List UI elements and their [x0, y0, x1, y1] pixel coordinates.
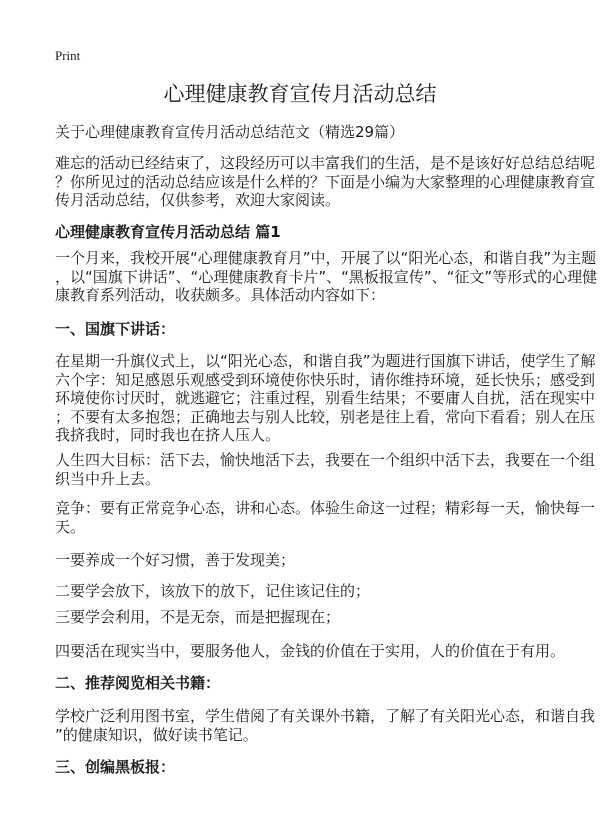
text-line: 一要养成一个好习惯，善于发现美； [55, 551, 296, 569]
paragraph [55, 582, 370, 601]
paragraph [55, 352, 596, 445]
text-line: 二要学会放下，该放下的放下，记住该记住的； [55, 582, 371, 600]
paragraph [55, 642, 565, 661]
text-line: 一个月来，我校开展“心理健康教育月”中，开展了以“阳光心态，和谐自我”为主题 [55, 249, 597, 267]
text-line: 四要活在现实当中，要服务他人，金钱的价值在于实用，人的价值在于有用。 [55, 642, 566, 660]
text-line: ；不要有太多抱怨；正确地去与别人比较，别老是往上看，常向下看看；别人在压 [55, 407, 596, 426]
text-line: 六个字：知足感恩乐观感受到环境使你快乐时，请你维持环境，延长快乐；感受到 [55, 370, 596, 389]
text-line: ，以“国旗下讲话”、“心理健康教育卡片”、“黑板报宣传”、“征文”等形式的心理健 [55, 267, 598, 286]
text-line: 环境使你讨厌时，就逃避它；注重过程，别看生结果；不要庸人自扰，活在现实中 [55, 389, 596, 407]
paragraph [55, 499, 595, 536]
text-line: 我挤我时，同时我也在挤人压人。 [55, 426, 281, 444]
text-line: 二、推荐阅览相关书籍： [55, 674, 221, 692]
paragraph [55, 249, 597, 305]
page-title: 心理健康教育宣传月活动总结 [163, 82, 437, 106]
text-line: 康教育系列活动，收获颇多。具体活动内容如下： [55, 286, 386, 304]
paragraph [55, 451, 595, 488]
text-line: 织当中升上去。 [55, 469, 161, 488]
section-heading [55, 758, 175, 777]
text-line: 竞争：要有正常竞争心态，讲和心态。体验生命这一过程；精彩每一天，愉快每一 [55, 499, 596, 517]
paragraph [55, 551, 295, 570]
text-line: 在星期一升旗仪式上，以“阳光心态，和谐自我”为题进行国旗下讲话，使学生了解 [55, 352, 596, 370]
paragraph [55, 707, 595, 744]
text-line: ？你所见过的活动总结应该是什么样的？下面是小编为大家整理的心理健康教育宣 [55, 172, 596, 191]
document-subtitle: 关于心理健康教育宣传月活动总结范文（精选29篇） [55, 123, 405, 141]
text-line: 心理健康教育宣传月活动总结 篇1 [55, 223, 281, 241]
section-heading [55, 320, 175, 339]
text-line: 天。 [55, 517, 86, 536]
paragraph [55, 154, 595, 210]
text-line: 学校广泛利用图书室，学生借阅了有关课外书籍，了解了有关阳光心态，和谐自我 [55, 707, 596, 725]
text-line: 三要学会利用，不是无奈，而是把握现在； [55, 608, 341, 626]
section-heading [55, 223, 281, 242]
section-heading [55, 674, 220, 693]
text-line: 人生四大目标：活下去，愉快地活下去，我要在一个组织中活下去，我要在一个组 [55, 451, 596, 469]
text-line: 三、创编黑板报： [55, 758, 176, 776]
text-line: ”的健康知识，做好读书笔记。 [55, 725, 258, 744]
paragraph [55, 608, 340, 627]
text-line: 难忘的活动已经结束了，这段经历可以丰富我们的生活，是不是该好好总结总结呢 [55, 154, 596, 172]
text-line: 一、国旗下讲话： [55, 320, 176, 338]
text-line: 传月活动总结，仅供参考，欢迎大家阅读。 [55, 191, 341, 209]
print-link[interactable]: Print [55, 48, 81, 63]
